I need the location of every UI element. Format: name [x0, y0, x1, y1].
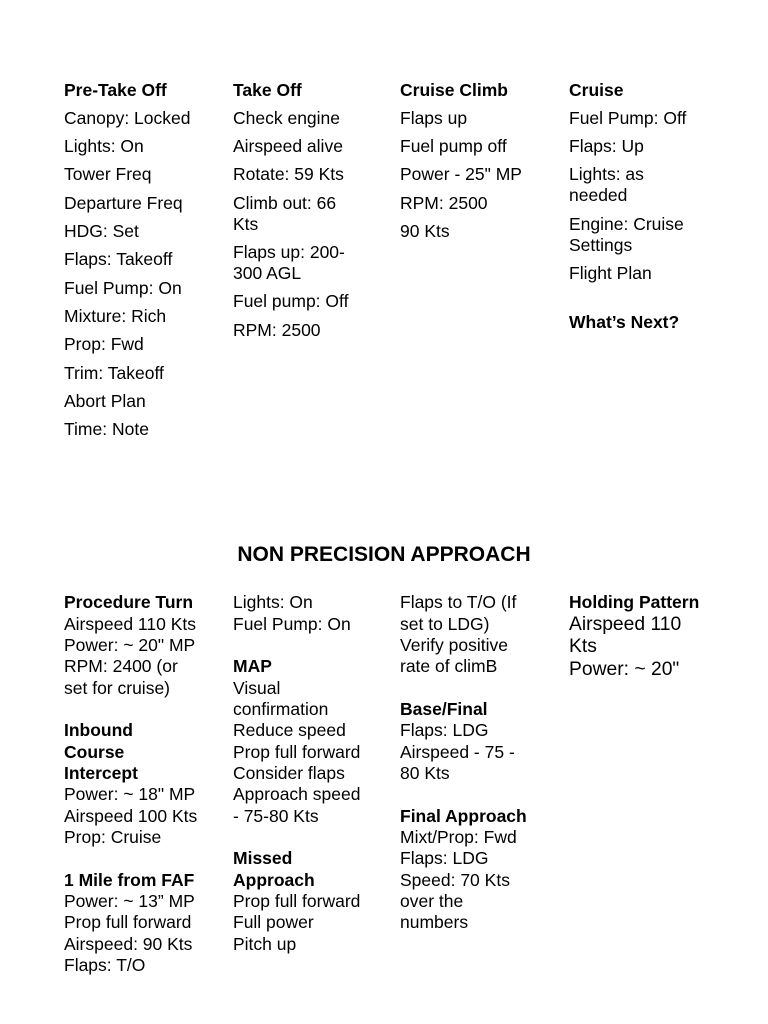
checklist-item: Airspeed: 90 Kts [64, 933, 193, 954]
checklist-item: RPM: 2400 (or set for cruise) [64, 656, 178, 698]
checklist-item: Flaps up: 200-300 AGL [233, 242, 345, 284]
checklist-item: Abort Plan [64, 391, 146, 412]
checklist-item: Verify positive rate of climB [400, 634, 508, 677]
group-heading: Inbound Course Intercept [64, 720, 138, 784]
checklist-item: Power: ~ 20" [569, 658, 680, 680]
checklist-item: Check engine [233, 107, 341, 128]
checklist-item: Trim: Takeoff [64, 362, 164, 383]
checklist-item: HDG: Set [64, 221, 139, 242]
checklist-group [400, 592, 550, 677]
checklist-item: Flaps up [400, 107, 468, 128]
checklist-item: Time: Note [64, 419, 149, 440]
checklist-item: Power - 25" MP [400, 164, 522, 185]
checklist-item: Fuel pump: Off [233, 291, 349, 312]
pre-take-off-section [64, 80, 214, 448]
checklist-item: Mixture: Rich [64, 306, 167, 327]
checklist-item: Flight Plan [569, 263, 652, 284]
checklist-item: Rotate: 59 Kts [233, 164, 344, 185]
checklist-item: Prop full forward [64, 912, 192, 933]
section-title: Cruise Climb [400, 79, 508, 100]
checklist-item: Flaps: LDG [400, 848, 489, 869]
checklist-item: Mixt/Prop: Fwd [400, 827, 517, 848]
approach-column [569, 592, 704, 702]
checklist-item: Airspeed 110 Kts [64, 613, 196, 634]
checklist-item: Speed: 70 Kts over the numbers [400, 869, 510, 933]
checklist-item: Canopy: Locked [64, 107, 191, 128]
checklist-item: RPM: 2500 [400, 192, 488, 213]
approach-column [400, 592, 550, 955]
checklist-item: Prop: Fwd [64, 334, 144, 355]
checklist-item: Prop: Cruise [64, 827, 162, 848]
holding-pattern-group [569, 592, 704, 681]
checklist-item: Tower Freq [64, 164, 152, 185]
checklist-item: Power: ~ 20" MP [64, 634, 196, 655]
group-heading: Holding Pattern [569, 592, 700, 613]
checklist-item: Flaps: Takeoff [64, 249, 173, 270]
section-title: Pre-Take Off [64, 79, 167, 100]
checklist-item: Fuel Pump: Off [569, 107, 687, 128]
section-title: Take Off [233, 79, 302, 100]
checklist-item: Fuel Pump: On [64, 277, 182, 298]
cruise-climb-section [400, 80, 550, 250]
checklist-item: Visual confirmation [233, 677, 329, 720]
checklist-item: Departure Freq [64, 192, 183, 213]
checklist-item: Airspeed alive [233, 136, 343, 157]
checklist-item: Consider flaps [233, 763, 345, 784]
checklist-item: Power: ~ 18" MP [64, 784, 196, 805]
checklist-item: Flaps: T/O [64, 955, 146, 976]
checklist-item: Fuel pump off [400, 136, 507, 157]
whats-next-heading: What’s Next? [569, 312, 680, 333]
checklist-item: Flaps: Up [569, 136, 644, 157]
section-title: Cruise [569, 79, 624, 100]
checklist-item: Approach speed - 75-80 Kts [233, 784, 361, 826]
checklist-item: Flaps: LDG [400, 720, 489, 741]
group-heading: Final Approach [400, 805, 527, 826]
checklist-item: Airspeed - 75 - 80 Kts [400, 741, 515, 784]
procedure-turn-group [64, 592, 214, 699]
approach-column [233, 592, 383, 976]
checklist-item: Fuel Pump: On [233, 613, 351, 634]
checklist-item: Airspeed 100 Kts [64, 805, 198, 826]
checklist-item: Lights: as needed [569, 164, 644, 206]
approach-title: NON PRECISION APPROACH [237, 543, 531, 566]
base-final-group [400, 699, 550, 784]
map-group [233, 656, 383, 827]
checklist-item: Climb out: 66 Kts [233, 192, 337, 234]
checklist-item: Prop full forward [233, 741, 361, 762]
cruise-section [569, 80, 704, 341]
approach-column [64, 592, 214, 998]
checklist-item: Lights: On [64, 136, 144, 157]
group-heading: Procedure Turn [64, 592, 194, 613]
missed-approach-group [233, 848, 383, 955]
checklist-item: Engine: Cruise Settings [569, 213, 684, 255]
checklist-item: Prop full forward [233, 891, 361, 912]
checklist-group [233, 592, 383, 635]
group-heading: MAP [233, 656, 272, 677]
checklist-item: Airspeed 110 Kts [569, 613, 682, 658]
checklist-item: RPM: 2500 [233, 319, 321, 340]
checklist-item: Full power [233, 912, 314, 933]
take-off-section [233, 80, 383, 349]
checklist-item: Reduce speed [233, 720, 346, 741]
checklist-item: 90 Kts [400, 221, 450, 242]
group-heading: 1 Mile from FAF [64, 869, 195, 890]
checklist-item: Power: ~ 13” MP [64, 891, 195, 912]
final-approach-group [400, 806, 550, 934]
group-heading: Base/Final [400, 699, 488, 720]
checklist-item: Lights: On [233, 592, 313, 613]
checklist-item: Pitch up [233, 933, 297, 954]
inbound-course-intercept-group [64, 720, 214, 848]
checklist-item: Flaps to T/O (If set to LDG) [400, 592, 517, 634]
group-heading: Missed Approach [233, 848, 315, 890]
one-mile-from-faf-group [64, 870, 214, 977]
